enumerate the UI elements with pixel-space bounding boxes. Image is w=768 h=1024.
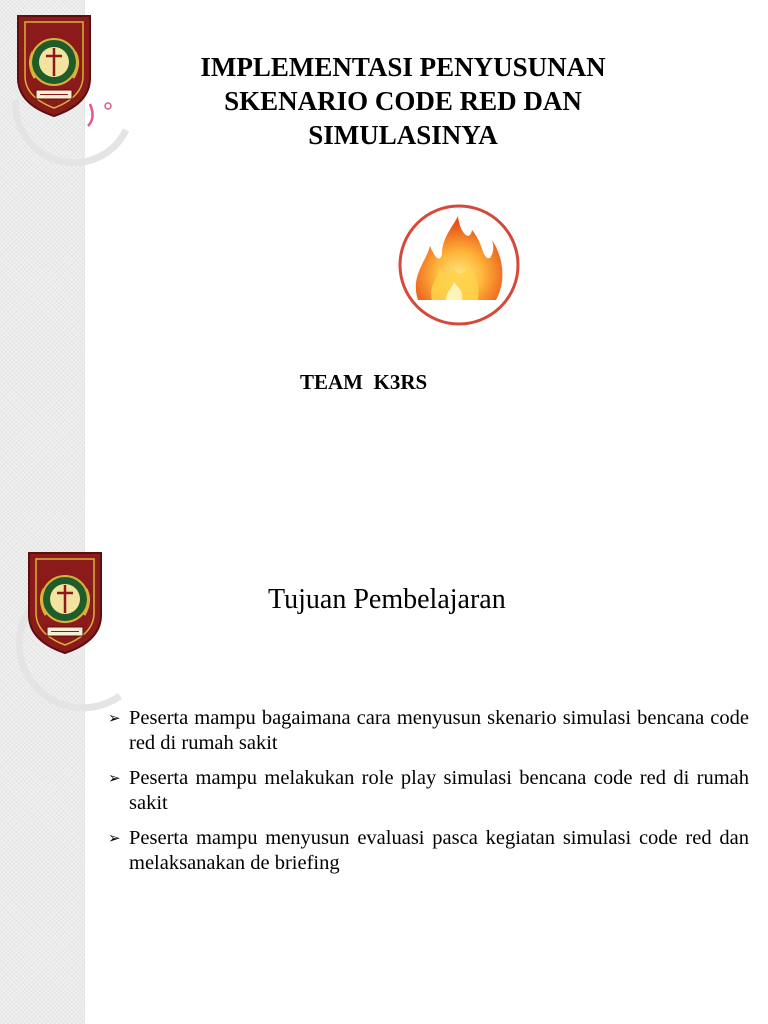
list-item-text: Peserta mampu bagaimana cara menyusun skenario simulasi bencana code red di rumah sakit xyxy=(129,707,749,754)
list-item xyxy=(108,766,749,816)
list-item xyxy=(108,826,749,876)
arrowhead-bullet-icon: ➢ xyxy=(108,829,121,847)
objectives-list xyxy=(108,706,749,886)
hospital-crest-icon xyxy=(26,548,104,658)
slide-title-text xyxy=(140,50,666,152)
team-label: TEAM K3RS xyxy=(300,370,428,394)
list-item-text: Peserta mampu melakukan role play simulasi bencana code red di rumah sakit xyxy=(129,767,749,814)
arrowhead-bullet-icon: ➢ xyxy=(108,709,121,727)
title-line-1: IMPLEMENTASI PENYUSUNAN xyxy=(200,52,606,82)
list-item-text: Peserta mampu menyusun evaluasi pasca kegiatan simulasi code red dan melaksanakan de briefing xyxy=(129,827,749,874)
title-line-3: SIMULASINYA xyxy=(308,120,498,150)
hospital-crest-icon xyxy=(15,12,93,120)
flame-icon xyxy=(396,202,522,328)
title-line-2: SKENARIO CODE RED DAN xyxy=(224,86,582,116)
section-heading: Tujuan Pembelajaran xyxy=(268,584,506,615)
arrowhead-bullet-icon: ➢ xyxy=(108,769,121,787)
list-item xyxy=(108,706,749,756)
